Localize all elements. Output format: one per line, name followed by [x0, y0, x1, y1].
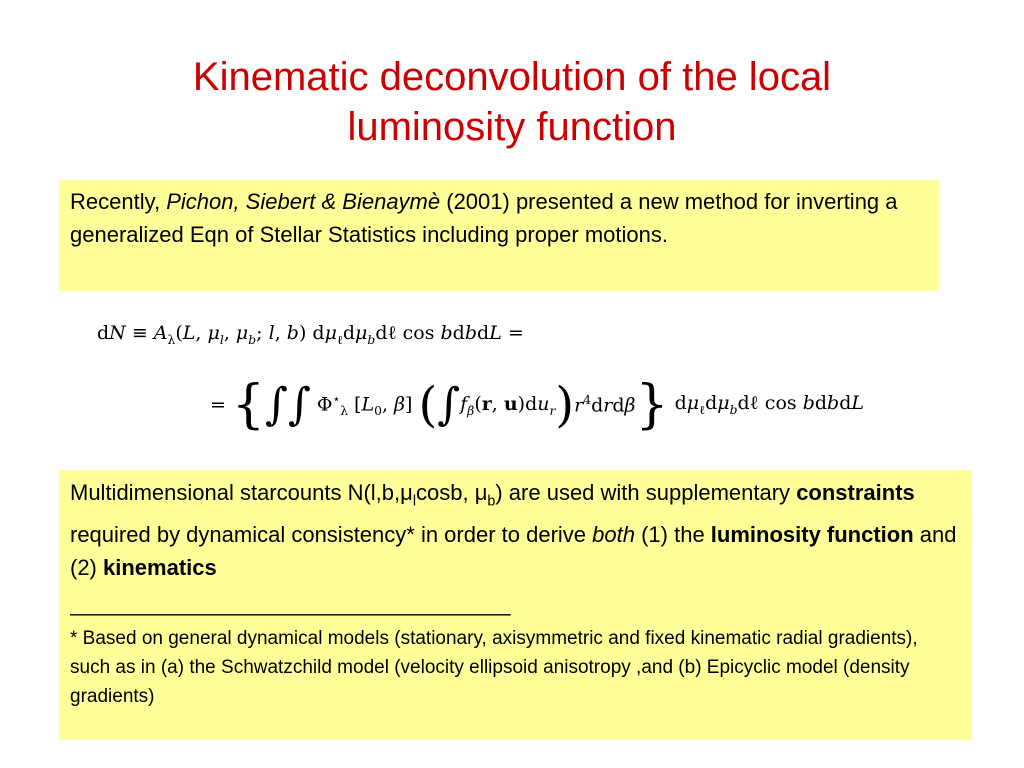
- footnote: * Based on general dynamical models (stationary, axisymmetric and fixed kinematic radial gradients), such as in (a) the Schwatzchild model (velocity ellipsoid anisotropy ,and (b) Epicyclic model (density gradients): [70, 628, 918, 708]
- title-line-2: luminosity function: [347, 105, 677, 149]
- subscript-l: l: [412, 493, 417, 510]
- method-text-5: (1) the: [634, 522, 711, 548]
- mu-symbol: μ: [474, 480, 488, 505]
- method-text-6: and (2): [70, 522, 957, 581]
- subscript-b: b: [487, 493, 496, 510]
- equation-line-2: = { ∫∫ $\Phi^⋆_\lambda$ [$L_0$, β] ( ∫ $f_\beta(r$, $u)du_r$ ) $r^4drd\beta$ } $d\mu_\ell d\mu_bd\ell$ cos bdbdL: [210, 375, 864, 435]
- kinematics-term: kinematics: [103, 555, 217, 581]
- title-line-1: Kinematic deconvolution of the local: [192, 55, 832, 99]
- method-box: [59, 470, 972, 740]
- intro-text-start: Recently,: [70, 189, 167, 214]
- footnote-divider: ____________________________________: [70, 592, 511, 617]
- method-paragraph: [70, 476, 961, 584]
- luminosity-function-term: luminosity function: [710, 522, 914, 548]
- method-text-4: required by dynamical consistency* in order to derive: [70, 522, 593, 548]
- slide-title: [0, 52, 1024, 152]
- equation-line-1: dN ≡ $A_\lambda(L$, $\mu_l$, $\mu_b$; l, b) $d\mu_\ell d\mu_bd\ell$ cos bdbdL =: [97, 322, 524, 347]
- mu-symbol: μ: [400, 480, 413, 505]
- authors-citation: Pichon, Siebert & Bienaymè: [166, 189, 441, 214]
- constraints-term: constraints: [796, 480, 915, 505]
- both-term: both: [592, 522, 635, 548]
- intro-text-end: (2001) presented a new method for inverting a generalized Eqn of Stellar Statistics including proper motions.: [70, 189, 898, 247]
- intro-box: [59, 180, 939, 291]
- method-text-2: cosb,: [416, 480, 475, 505]
- method-text-3: ) are used with supplementary: [495, 480, 797, 505]
- method-text-1: Multidimensional starcounts N(l,b,: [70, 480, 401, 505]
